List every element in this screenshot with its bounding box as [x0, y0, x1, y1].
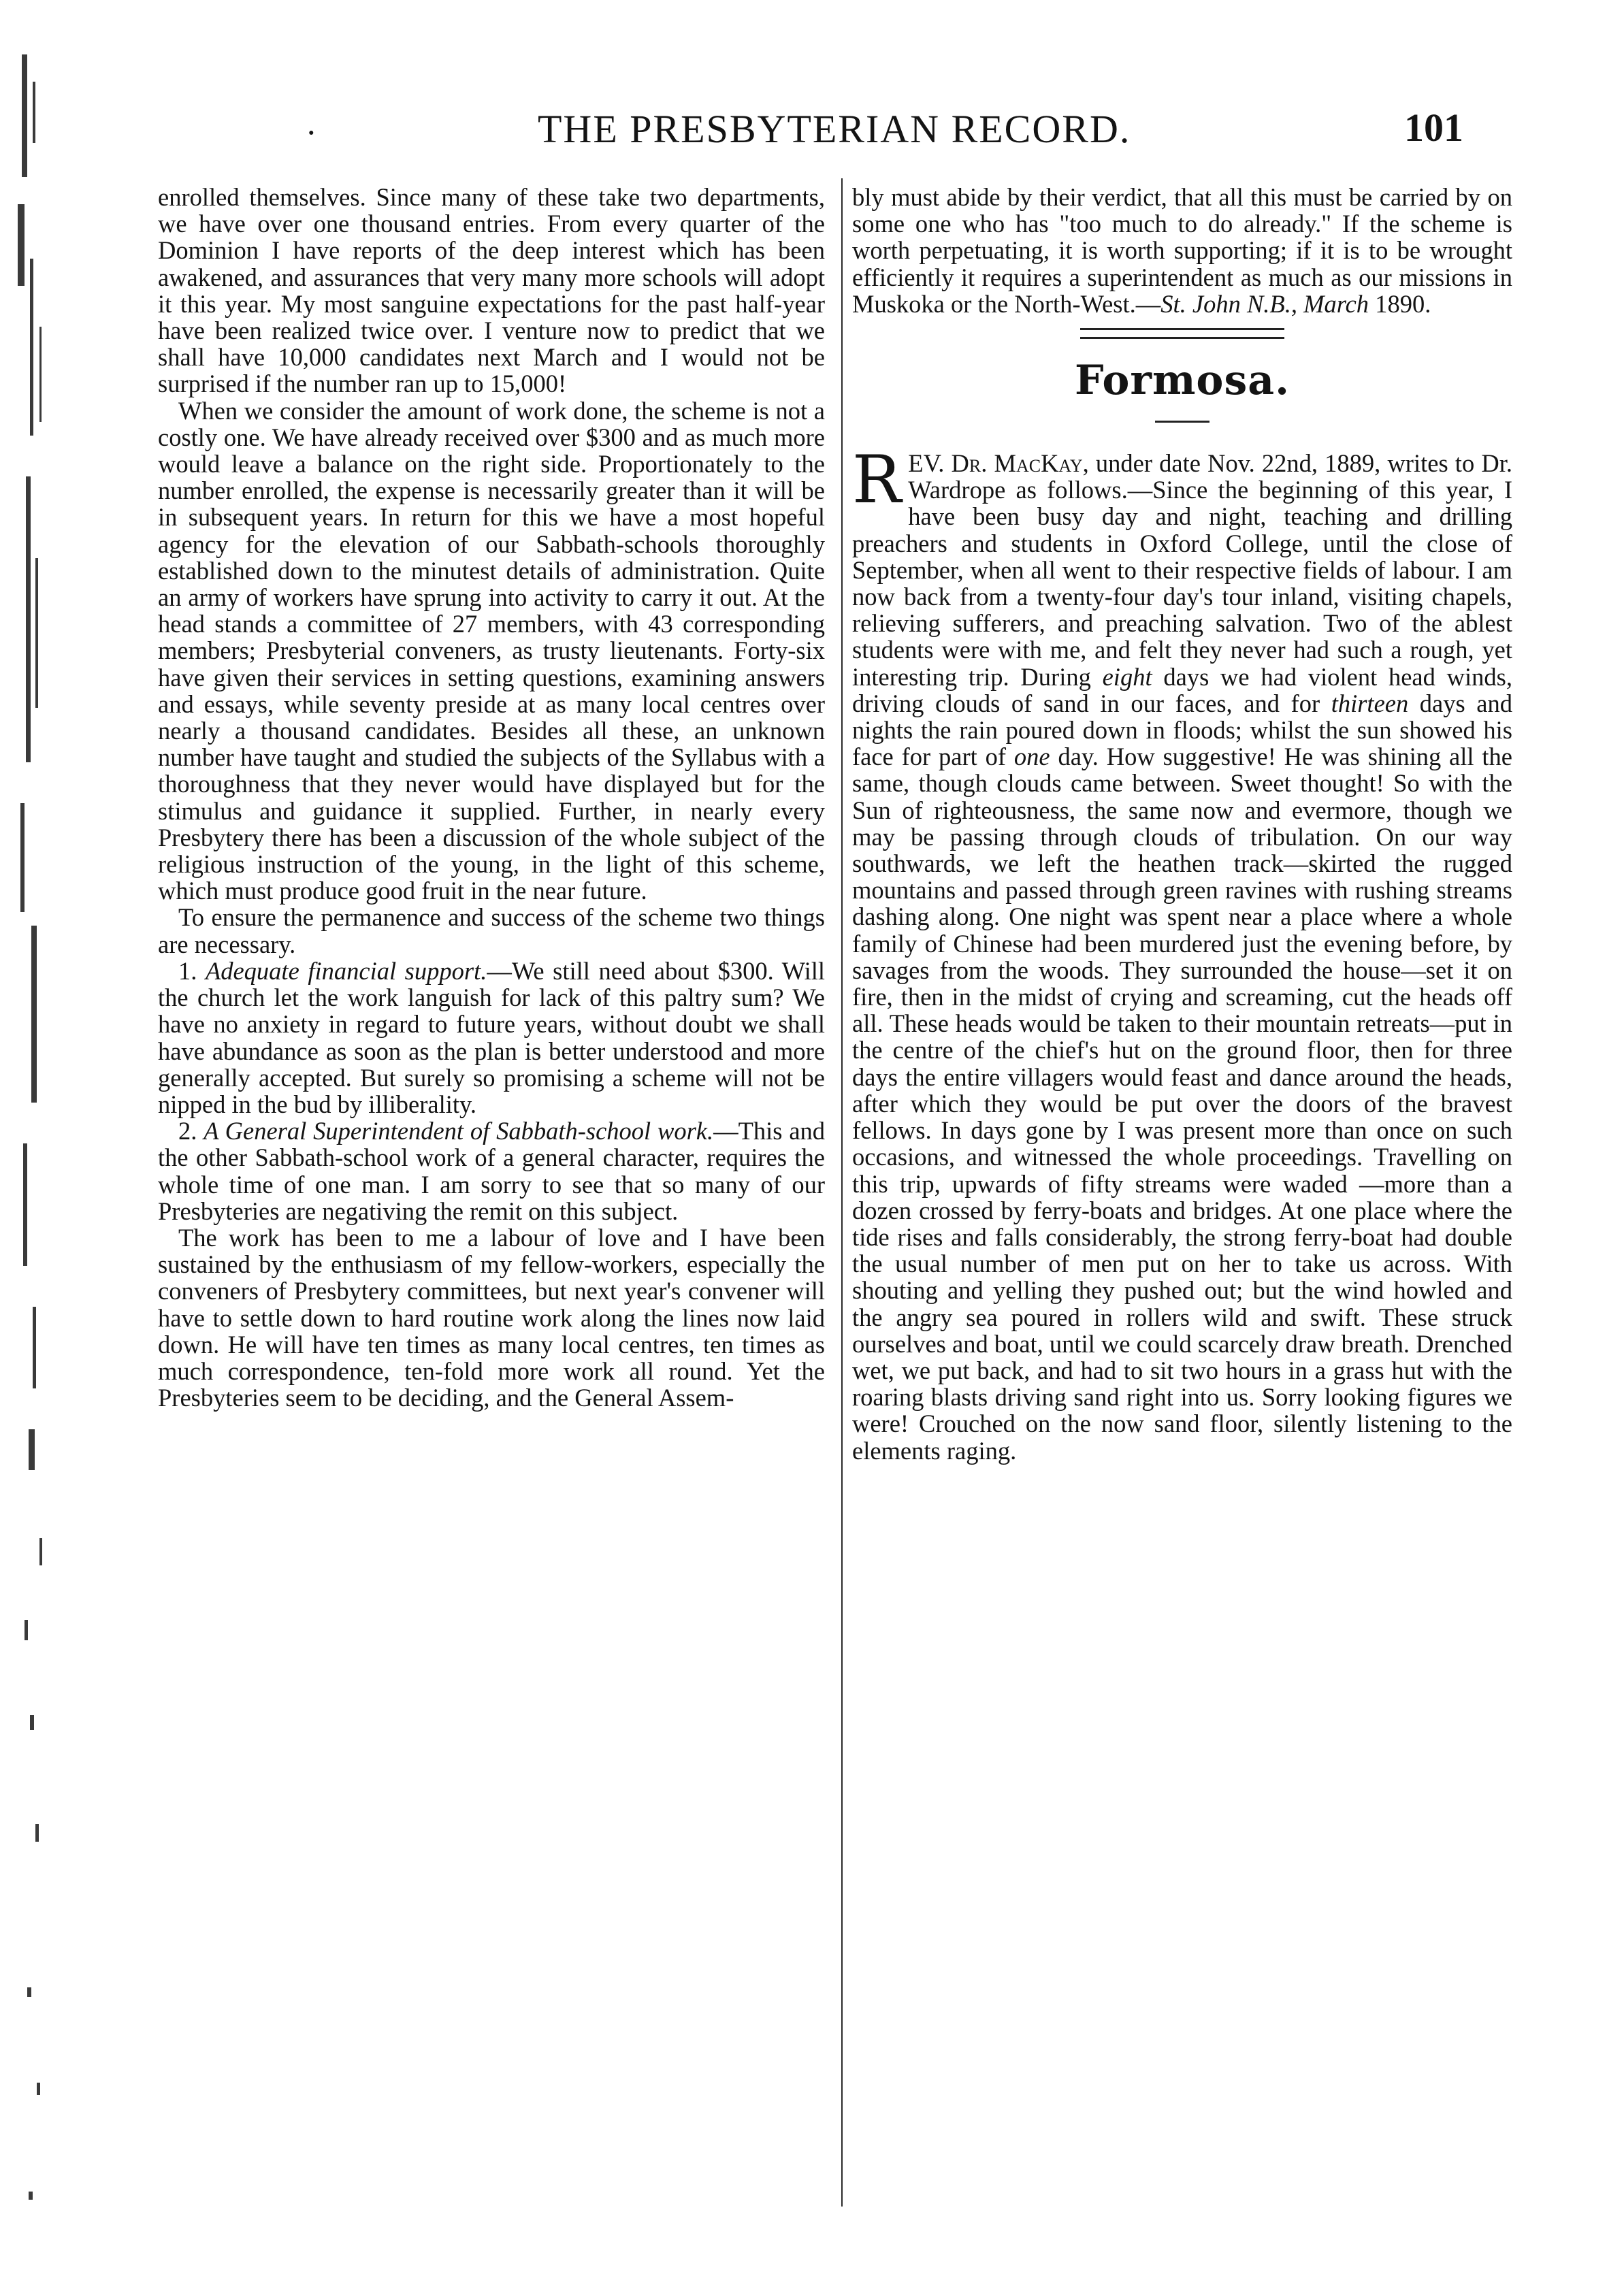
right-column: [852, 184, 1512, 1464]
paragraph-text: day. How suggestive! He was shining all the same, though clouds came between. Sweet thought! So with the Sun of righteousness, the same now and evermore, though we may be passing through clouds of tribulation. On our way southwards, we left the heathen track—skirted the rugged mountains and passed through green ravines with rushing streams dashing along. One night was spent near a place where a whole family of Chinese had been murdered just the evening before, by savages from the woods. They surrounded the house—set it on fire, then in the midst of crying and screaming, cut the heads off all. These heads would be taken to their mountain retreats—put in the centre of the chief's hut on the ground floor, then for three days the entire villagers would feast and dance around the heads, after which they would be put over the doors of the bravest fellows. In days gone by I was present more than once on such occasions, and witnessed the whole proceedings. Travelling on this trip, upwards of fifty streams were waded —more than a dozen crossed by ferry-boats and bridges. At one place where the tide rises and falls considerably, the strong ferry-boat had double the usual number of men put on her to take us across. With shouting and yelling they pushed out; but the wind howled and the angry sea poured in rollers wild and swift. These struck ourselves and boat, until we could scarcely draw breath. Drenched wet, we put back, and had to sit two hours in a grass hut with the roaring blasts driving sand right into us. Sorry looking figures we were! Crouched on the now sand floor, silently listening to the elements raging.: [852, 743, 1512, 1465]
paragraph: enrolled themselves. Since many of these take two departments, we have over one thousand entries. From every quarter of the Dominion I have reports of the deep interest which has been awakened, and assurances that very many more schools will adopt it this year. My most sanguine expectations for the past half-year have been realized twice over. I venture now to predict that we shall have 10,000 candidates next March and I would not be surprised if the number ran up to 15,000!: [158, 183, 825, 398]
item-text: —This and the other Sabbath-school work of a general character, requires the whole time of one man. I am sorry to see that so many of our Presbyteries are negativing the remit on this subject.: [158, 1117, 826, 1225]
left-column: [158, 184, 825, 1411]
paragraph-text: days and nights the rain poured down in floods; whilst the sun showed his face for part of: [852, 689, 1512, 771]
signoff-place: St. John N.B., March: [1160, 289, 1369, 318]
item-heading: Adequate financial support.: [205, 956, 487, 985]
correspondent-name: Dr. MacKay: [951, 449, 1083, 478]
emphasis: eight: [1102, 662, 1152, 691]
item-heading: A General Superintendent of Sabbath-school work.: [204, 1117, 714, 1145]
double-rule-divider: [1080, 328, 1284, 339]
column-divider: [841, 178, 843, 2207]
paragraph-text: EV.: [908, 449, 952, 478]
drop-cap: R: [852, 442, 902, 519]
paragraph-text: days we had violent head winds, driving clouds of sand in our faces, and for: [852, 662, 1512, 717]
emphasis: one: [1013, 743, 1050, 771]
binding-edge-speckle: [12, 41, 60, 2260]
journal-title: THE PRESBYTERIAN RECORD.: [538, 107, 1131, 151]
paragraph: [852, 442, 1512, 1465]
signoff-year: 1890.: [1369, 289, 1431, 318]
item-text: —We still need about $300. Will the church let the work languish for lack of this paltry sum? We have no anxiety in regard to future years, without doubt we shall have abundance as soon as the plan is better understood and more generally accepted. But surely so promising a scheme will not be nipped in the bud by illiberality.: [158, 956, 826, 1118]
paragraph-numbered: [158, 1118, 825, 1224]
paragraph: To ensure the permanence and success of the scheme two things are necessary.: [158, 903, 825, 958]
emphasis: thirteen: [1331, 689, 1409, 717]
paragraph-text: , under date Nov. 22nd, 1889, writes to Dr. Wardrope as follows.—Since the beginning of this year, I have been busy day and night, teaching and drilling preachers and students in Oxford College, until the close of September, when all went to their respective fields of labour. I am now back from a twenty-four day's tour inland, visiting chapels, relieving sufferers, and preaching salvation. Two of the ablest students were with me, and felt they never had such a rough, yet interesting trip. During: [852, 449, 1512, 691]
item-number: 1.: [178, 956, 206, 985]
paragraph-numbered: [158, 958, 825, 1118]
section-title: Formosa.: [1075, 357, 1290, 405]
paragraph: [852, 184, 1512, 317]
paragraph: The work has been to me a labour of love and I have been sustained by the enthusiasm of my fellow-workers, especially the conveners of Presbytery committees, but next year's convener will have to settle down to hard routine work along the lines now laid down. He will have ten times as many local centres, ten times as much correspondence, ten-fold more work all round. Yet the Presbyteries seem to be deciding, and the General Assem-: [158, 1223, 825, 1412]
running-header: [293, 102, 1463, 157]
header-dot: ·: [306, 114, 316, 151]
page-number: 101: [1404, 105, 1463, 150]
paragraph: When we consider the amount of work done, the scheme is not a costly one. We have already received over $300 and as much more would leave a balance on the right side. Proportionately to the number enrolled, the expense is necessarily greater than it will be in subsequent years. In return for this we have a most hopeful agency for the elevation of our Sabbath-schools thoroughly established down to the minutest details of administration. Quite an army of workers have sprung into activity to carry it out. At the head stands a committee of 27 members, with 43 corresponding members; Presbyterial conveners, as trusty lieutenants. Forty-six have given their services in setting questions, examining answers and essays, while seventy preside at as many local centres over nearly a thousand candidates. Besides all these, an unknown number have taught and studied the subjects of the Syllabus with a thoroughness that they never would have displayed but for the stimulus and guidance it supplied. Further, in nearly every Presbytery there has been a discussion of the whole subject of the religious instruction of the young, in the light of this scheme, which must produce good fruit in the near future.: [158, 396, 825, 905]
short-rule-divider: [1155, 421, 1209, 423]
paragraph-text: bly must abide by their verdict, that all this must be carried by on some one who has "too much to do already." If the scheme is worth perpetuating, it is worth supporting; if it is to be wrought efficiently it requires a superintendent as much as our missions in Muskoka or the North-West.—: [852, 183, 1512, 318]
item-number: 2.: [178, 1117, 204, 1145]
